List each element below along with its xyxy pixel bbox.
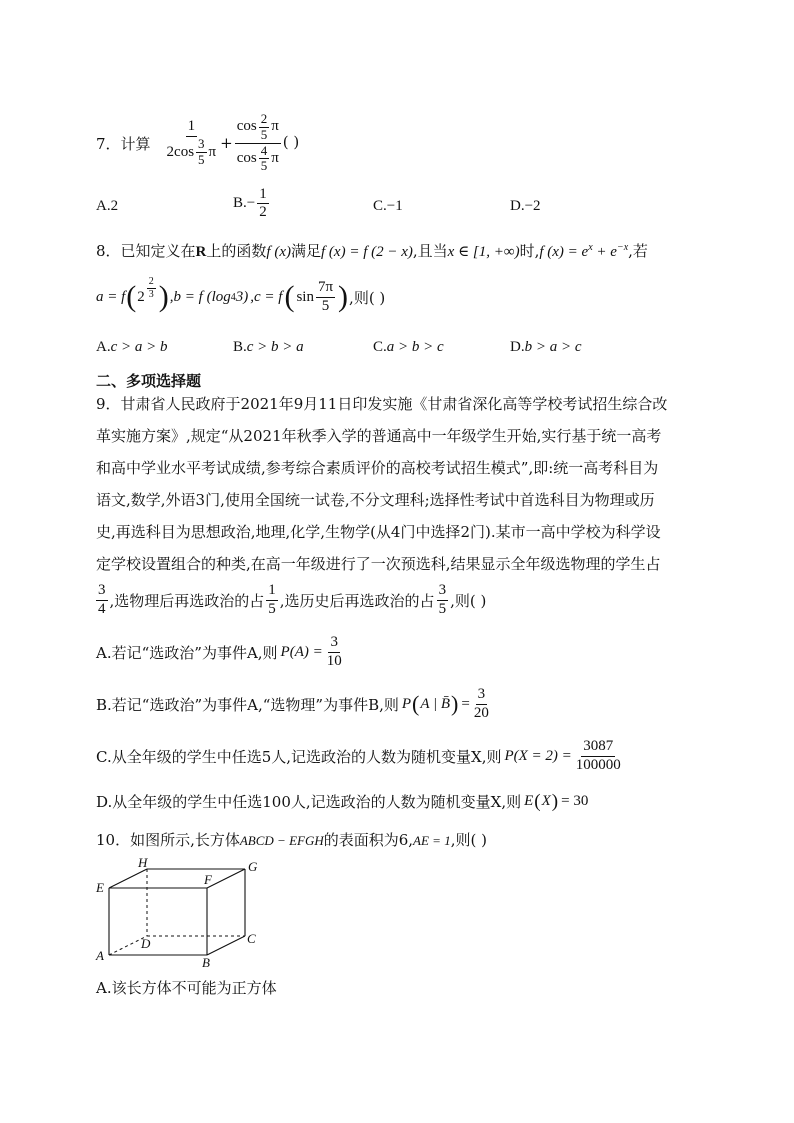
q8-c-rparen: ) xyxy=(338,280,349,313)
q7-stem xyxy=(96,108,299,178)
q10-box-name: ABCD − EFGH xyxy=(239,833,324,848)
q9-option-a xyxy=(96,630,346,674)
q8-a-base: 2 xyxy=(137,288,145,305)
q7-fraction-2 xyxy=(235,112,281,175)
q9-option-b-den: 20 xyxy=(473,704,489,721)
q9-end: ,则( ) xyxy=(450,591,487,610)
q8-c-sin: sin xyxy=(296,288,314,305)
q9-option-a-frac xyxy=(325,634,344,670)
q8-c-frac xyxy=(316,279,335,315)
q10-option-a: A.该长方体不可能为正方体 xyxy=(96,979,277,997)
q8-c-num: 7π xyxy=(316,279,335,297)
q9-option-b-P: P xyxy=(401,695,412,712)
q8-a-exp-den: 3 xyxy=(148,288,154,300)
q8-text-f: ,若 xyxy=(628,242,648,260)
q8-tail: ,则( ) xyxy=(349,288,386,307)
q7-number: 7．计算 xyxy=(96,134,151,153)
q7-f2-num-cos: cos xyxy=(236,118,257,135)
q8-option-a-label: A. xyxy=(96,339,111,355)
q7-option-b-den: 2 xyxy=(259,204,267,221)
q9-option-d-rparen: ) xyxy=(551,790,559,812)
q7-f1-den-pi: π xyxy=(208,143,217,160)
q8-option-a xyxy=(96,337,168,356)
q9-option-c-frac xyxy=(574,738,623,774)
q8-option-c-label: C. xyxy=(373,339,387,355)
q9-option-b-lparen: ( xyxy=(412,691,420,716)
q10-ae: AE = 1 xyxy=(413,833,451,848)
q7-f2-den-cos: cos xyxy=(236,150,257,167)
q9-frac-3-num: 3 xyxy=(437,582,449,600)
q9-option-b-text: B.若记“选政治”为事件A,“选物理”为事件B,则 xyxy=(96,695,399,714)
q8-option-c-math: a > b > c xyxy=(386,339,444,355)
q9-frac-2-num: 1 xyxy=(266,582,278,600)
q8-a-def: a = f xyxy=(96,288,126,305)
q8-math-eq1: f (x) = f (2 − x) xyxy=(321,244,413,260)
q7-plus: + xyxy=(220,134,233,152)
q8-option-b xyxy=(233,337,304,356)
q8-a-lparen: ( xyxy=(126,280,137,313)
q9-frac-2 xyxy=(266,582,278,618)
q9-frac-2-den: 5 xyxy=(268,600,276,617)
q10-text-b: 的表面积为6, xyxy=(323,831,414,849)
vertex-label-B: B xyxy=(202,955,210,970)
q9-option-d-lparen: ( xyxy=(534,790,541,812)
q7-f2-den-frac xyxy=(259,144,270,175)
q8-b-sub: 4 xyxy=(230,291,236,303)
q8-math-sup2: −x xyxy=(616,242,629,253)
q7-f2-num-frac xyxy=(259,112,270,143)
q8-a-exp xyxy=(147,276,156,300)
q7-f2-num-frac-num: 2 xyxy=(260,110,268,126)
q8-option-d xyxy=(510,337,582,356)
q9-line: 史,再选科目为思想政治,地理,化学,生物学(从4门中选择2门).某市一高中学校为科学设 xyxy=(96,523,661,541)
q8-c-def: ,c = f xyxy=(250,288,283,305)
q8-text-c: 满足 xyxy=(290,242,321,260)
q7-option-b-minus: − xyxy=(246,195,256,212)
q10-stem xyxy=(96,829,487,850)
vertex-label-E: E xyxy=(96,880,104,895)
q9-option-a-math: P(A) = xyxy=(280,643,323,660)
q9-option-a-text: A.若记“选政治”为事件A,则 xyxy=(96,643,278,662)
edge-FG xyxy=(207,869,245,888)
vertex-label-C: C xyxy=(247,931,256,946)
q7-f1-numerator: 1 xyxy=(186,118,198,136)
q7-f1-denominator xyxy=(165,137,219,168)
q9-line: 定学校设置组合的种类,在高一年级进行了一次预选科,结果显示全年级选物理的学生占 xyxy=(96,555,661,573)
q9-mid-1: ,选物理后再选政治的占 xyxy=(109,591,265,610)
q7-f2-den-frac-den: 5 xyxy=(260,158,268,174)
q8-a-exp-num: 2 xyxy=(148,276,154,287)
edge-EH xyxy=(109,869,147,888)
q7-answer-paren: ( ) xyxy=(282,133,300,151)
q9-paragraph xyxy=(96,388,696,580)
q9-option-a-den: 10 xyxy=(326,652,342,669)
vertex-label-G: G xyxy=(248,859,258,874)
q8-text-e: 时, xyxy=(519,242,540,260)
q7-f1-den-frac xyxy=(196,137,207,168)
q9-option-c-num: 3087 xyxy=(581,738,615,756)
q10-text-c: ,则( ) xyxy=(450,831,487,849)
q8-option-c xyxy=(373,337,444,356)
q7-option-b-num: 1 xyxy=(257,186,269,204)
q8-set-R: R xyxy=(195,244,207,260)
q9-option-b xyxy=(96,682,493,726)
q9-frac-1 xyxy=(96,582,108,618)
q7-fraction-1 xyxy=(165,118,219,167)
q7-f2-den-frac-num: 4 xyxy=(260,142,268,158)
q8-option-d-label: D. xyxy=(510,339,525,355)
q7-f1-den-cos: 2cos xyxy=(166,143,195,160)
q9-line: 语文,数学,外语3门,使用全国统一试卷,不分文理科;选择性考试中首选科目为物理或历 xyxy=(96,491,655,509)
q9-option-b-rparen: ) xyxy=(451,691,459,716)
q8-c-den: 5 xyxy=(321,297,330,314)
q9-option-b-frac xyxy=(472,686,491,722)
q8-a-rparen: ) xyxy=(158,280,169,313)
q7-option-c: C.−1 xyxy=(373,198,403,214)
q8-text-b: 上的函数 xyxy=(206,242,267,260)
q9-frac-3 xyxy=(437,582,449,618)
q8-line-1 xyxy=(96,240,648,261)
q7-f2-num-pi: π xyxy=(271,118,279,135)
q8-math-fx: f (x) xyxy=(266,244,291,260)
q9-option-d-inner: X xyxy=(541,792,551,809)
q9-line: 和高中学业水平考试成绩,参考综合素质评价的高校考试招生模式”,即:统一高考科目为 xyxy=(96,459,659,477)
vertex-label-D: D xyxy=(141,936,151,951)
q7-option-d: D.−2 xyxy=(510,198,541,214)
q8-option-b-math: c > b > a xyxy=(246,339,304,355)
vertex-label-F: F xyxy=(204,872,212,887)
q7-option-b-frac xyxy=(257,186,269,222)
q7-f1-den-frac-num: 3 xyxy=(198,135,205,151)
q8-text-a: 8．已知定义在 xyxy=(96,242,196,260)
q9-option-a-num: 3 xyxy=(328,634,340,652)
q7-f2-numerator xyxy=(235,112,281,144)
q9-line: 9．甘肃省人民政府于2021年9月11日印发实施《甘肃省深化高等学校考试招生综合改 xyxy=(96,395,668,413)
q8-math-sup1: x xyxy=(588,242,593,253)
q9-option-d-text: D.从全年级的学生中任选100人,记选政治的人数为随机变量X,则 xyxy=(96,792,522,811)
q8-line-2 xyxy=(96,274,385,320)
q9-option-c xyxy=(96,734,625,778)
q7-f2-denominator xyxy=(235,144,281,175)
q7-f2-den-pi: π xyxy=(271,150,279,167)
q7-option-a: A.2 xyxy=(96,198,119,214)
vertex-label-A: A xyxy=(96,948,104,963)
q7-option-b xyxy=(233,186,271,222)
q9-option-d-eq: = 30 xyxy=(561,792,589,809)
q9-fractions-line xyxy=(96,578,486,622)
q8-math-cond: x ∈ [1, +∞) xyxy=(447,244,520,260)
q8-b-def: ,b = f (log xyxy=(169,288,231,305)
q9-line: 革实施方案》,规定“从2021年秋季入学的普通高中一年级学生开始,实行基于统一高考 xyxy=(96,427,662,445)
edge-BC xyxy=(207,936,245,955)
q7-f1-den-frac-den: 5 xyxy=(198,151,205,167)
q8-option-b-label: B. xyxy=(233,339,247,355)
q8-option-d-math: b > a > c xyxy=(524,339,582,355)
q9-option-c-text: C.从全年级的学生中任选5人,记选政治的人数为随机变量X,则 xyxy=(96,747,502,766)
q9-option-b-num: 3 xyxy=(476,686,488,704)
q8-b-end: 3) xyxy=(235,288,249,305)
q10-text-a: 10．如图所示,长方体 xyxy=(96,831,240,849)
q8-option-a-math: c > a > b xyxy=(110,339,168,355)
q9-option-c-math: P(X = 2) = xyxy=(504,747,572,764)
q9-option-d-E: E xyxy=(524,792,534,809)
q9-option-c-den: 100000 xyxy=(575,756,621,773)
q9-option-b-inner: A | B̄ xyxy=(420,695,451,712)
q8-math-plus-e: + e xyxy=(592,244,617,260)
q9-option-d xyxy=(96,788,588,814)
q9-mid-2: ,选历史后再选政治的占 xyxy=(279,591,435,610)
cuboid-diagram xyxy=(94,854,274,970)
q8-math-fexp: f (x) = e xyxy=(539,244,589,260)
section-heading: 二、多项选择题 xyxy=(96,372,202,390)
q8-text-d: ,且当 xyxy=(412,242,448,260)
q7-f2-num-frac-den: 5 xyxy=(260,126,268,142)
vertex-label-H: H xyxy=(138,855,148,870)
q9-frac-1-den: 4 xyxy=(98,600,106,617)
q9-frac-1-num: 3 xyxy=(96,582,108,600)
q7-option-b-label: B. xyxy=(233,195,247,212)
q9-option-b-eq: = xyxy=(461,695,470,712)
q8-c-lparen: ( xyxy=(284,280,295,313)
q9-frac-3-den: 5 xyxy=(438,600,447,617)
